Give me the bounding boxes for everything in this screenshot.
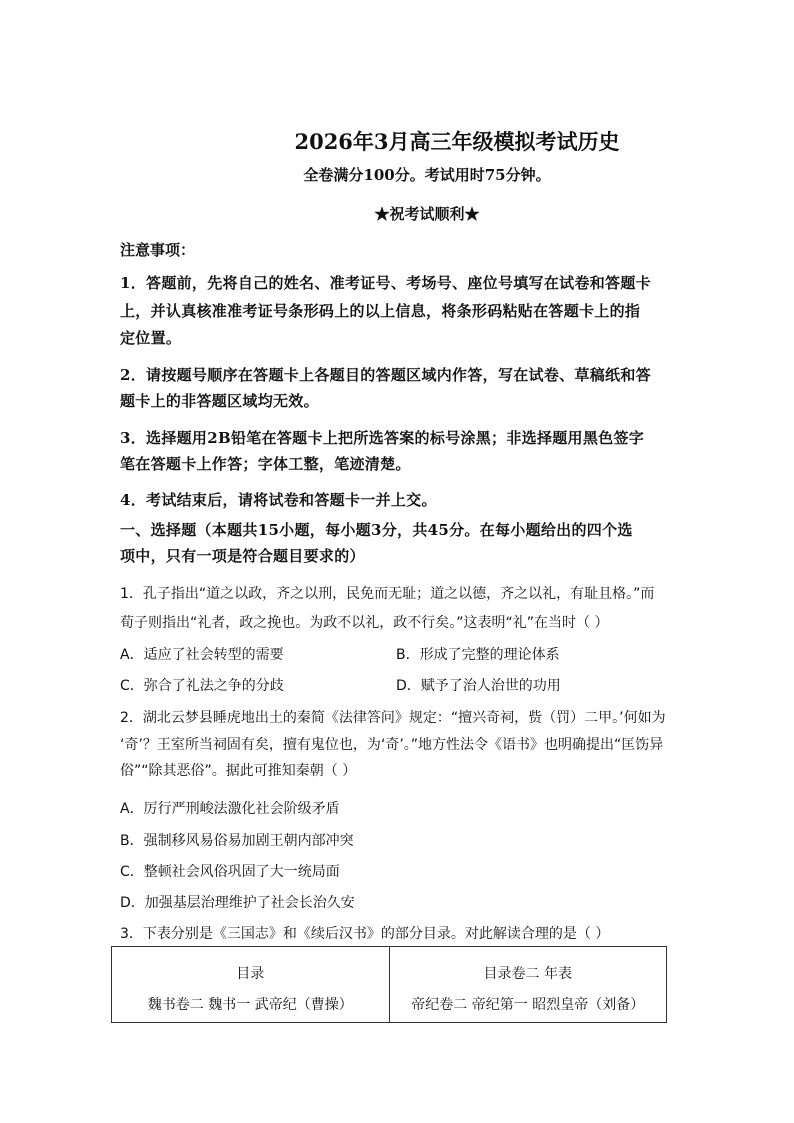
question-3-table (111, 946, 667, 1023)
question-3-line-1: 3．下表分别是《三国志》和《续后汉书》的部分目录。对此解读合理的是（ ） (120, 926, 610, 942)
question-1-option-b: B．形成了完整的理论体系 (396, 647, 560, 663)
table-cell-heading: 目录 (236, 966, 265, 982)
table-cell-entry: 魏书卷二 魏书一 武帝纪（曹操） (147, 997, 353, 1013)
note-1-line-3: 定位置。 (120, 329, 182, 347)
question-2-option-d: D．加强基层治理维护了社会长治久安 (120, 895, 355, 911)
note-1-line-2: 上，并认真核准准考证号条形码上的以上信息，将条形码粘贴在答题卡上的指 (120, 302, 641, 320)
note-2-line-1: 2．请按题号顺序在答题卡上各题目的答题区域内作答，写在试卷、草稿纸和答 (120, 366, 651, 384)
section-heading-line-1: 一、选择题（本题共15小题，每小题3分，共45分。在每小题给出的四个选 (120, 521, 633, 539)
question-1-option-a: A．适应了社会转型的需要 (120, 647, 284, 663)
question-2-line-3: 俗”“除其恶俗”。据此可推知秦朝（ ） (120, 763, 357, 779)
question-1-option-d: D．赋予了治人治世的功用 (396, 678, 561, 694)
question-2-option-b: B．强制移风易俗易加剧王朝内部冲突 (120, 833, 354, 849)
table-cell-xuhouhanshu (389, 947, 667, 1023)
notes-heading: 注意事项： (120, 241, 196, 259)
section-heading-line-2: 项中，只有一项是符合题目要求的） (120, 547, 365, 565)
page-title: 2026年3月高三年级模拟考试历史 (294, 129, 620, 154)
note-3-line-1: 3．选择题用2B铅笔在答题卡上把所选答案的标号涂黑；非选择题用黑色签字 (120, 429, 645, 447)
table-cell-sanguozhi (112, 947, 390, 1023)
note-2-line-2: 题卡上的非答题区域均无效。 (120, 392, 319, 410)
question-2-line-1: 2．湖北云梦县睡虎地出土的秦简《法律答问》规定：“擅兴奇祠，赀（罚）二甲。’何如为 (120, 710, 666, 726)
question-2-option-c: C．整顿社会风俗巩固了大一统局面 (120, 864, 340, 880)
exam-info: 全卷满分100分。考试用时75分钟。 (303, 166, 551, 184)
question-2-line-2: ‘奇’？王室所当祠固有矣，擅有鬼位也，为‘奇’。”地方性法令《语书》也明确提出“匡饬异 (120, 737, 664, 753)
good-luck-line: ★祝考试顺利★ (374, 205, 480, 223)
question-1-line-1: 1．孔子指出“道之以政，齐之以刑，民免而无耻；道之以德，齐之以礼，有耻且格。”而 (120, 586, 655, 602)
question-1-option-c: C．弥合了礼法之争的分歧 (120, 678, 284, 694)
note-4-line-1: 4．考试结束后，请将试卷和答题卡一并上交。 (120, 491, 437, 509)
note-3-line-2: 笔在答题卡上作答；字体工整，笔迹清楚。 (120, 455, 411, 473)
note-1-line-1: 1．答题前，先将自己的姓名、准考证号、考场号、座位号填写在试卷和答题卡 (120, 274, 651, 292)
question-2-option-a: A．厉行严刑峻法激化社会阶级矛盾 (120, 801, 340, 817)
table-cell-heading: 目录卷二 年表 (483, 966, 572, 982)
table-cell-entry: 帝纪卷二 帝纪第一 昭烈皇帝（刘备） (411, 997, 645, 1013)
question-1-line-2: 荀子则指出“礼者，政之挽也。为政不以礼，政不行矣。”这表明“礼”在当时（ ） (120, 615, 609, 631)
